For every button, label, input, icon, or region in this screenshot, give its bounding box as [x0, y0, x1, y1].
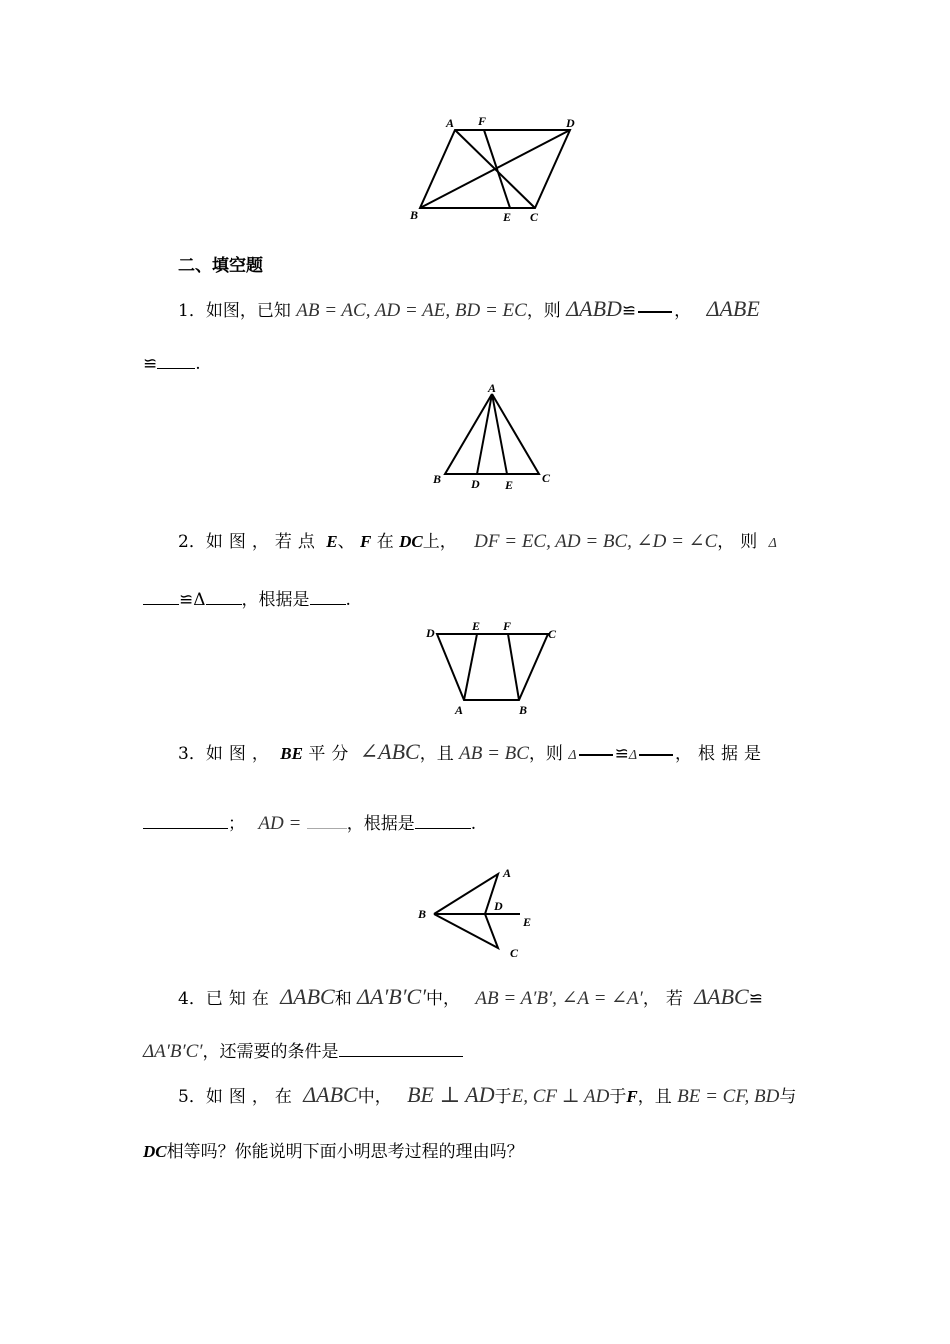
- q2-prefix: 如图，若点: [205, 532, 321, 552]
- q1-triangle-abd: ΔABD: [566, 296, 622, 321]
- q2-point-f: F: [359, 532, 372, 551]
- question-5-line-1: [178, 1083, 796, 1109]
- triangle-outline: [445, 394, 539, 474]
- label-c: C: [510, 946, 519, 960]
- q2-on: 在: [376, 532, 394, 552]
- q3-blank-4[interactable]: [307, 812, 347, 829]
- question-4-line-1: [178, 985, 763, 1011]
- q3-angle: ∠ABC: [359, 739, 420, 764]
- label-d: D: [494, 899, 503, 913]
- question-3-line-2: [143, 812, 476, 836]
- label-e: E: [503, 210, 512, 224]
- label-a: A: [503, 866, 512, 880]
- q1-number: 1．: [178, 301, 206, 321]
- label-d: D: [426, 626, 435, 640]
- label-c: C: [548, 627, 557, 641]
- q3-bisect: 平分: [308, 744, 355, 764]
- question-2-line-2: [143, 588, 351, 612]
- q3-basis: ，根据是: [675, 744, 768, 764]
- q2-blank-3[interactable]: [310, 588, 346, 605]
- segment-fe: [484, 130, 510, 208]
- q1-prefix: 如图，已知: [205, 301, 291, 321]
- q3-period: .: [470, 814, 477, 834]
- question-2-line-1: [178, 530, 777, 556]
- q2-number: 2．: [178, 532, 206, 552]
- q4-blank[interactable]: [339, 1040, 463, 1057]
- q2-basis: ，根据是: [241, 590, 310, 610]
- q2-blank-2[interactable]: [206, 588, 242, 605]
- q2-period: .: [345, 590, 351, 610]
- question-1-line-2: [143, 352, 201, 376]
- q5-question: 相等吗？你能说明下面小明思考过程的理由吗？: [166, 1142, 524, 1162]
- q5-condition: BE = CF, BD: [677, 1086, 780, 1107]
- q3-number: 3．: [178, 744, 206, 764]
- label-e: E: [472, 619, 481, 633]
- q3-blank-1[interactable]: [579, 754, 613, 756]
- q2-sep: 、: [337, 532, 355, 552]
- question-5-line-2: [143, 1140, 524, 1164]
- segment-bf: [508, 634, 519, 700]
- figure-kite: [412, 862, 542, 962]
- figure-trapezoid: [420, 618, 565, 718]
- label-d: D: [566, 116, 575, 130]
- label-d: D: [471, 477, 480, 491]
- label-b: B: [410, 208, 419, 222]
- section-title: 二、填空题: [178, 256, 263, 276]
- q1-period: .: [195, 354, 201, 374]
- question-1-line-1: [178, 297, 760, 323]
- q2-point-e: E: [326, 532, 338, 551]
- q3-blank-2[interactable]: [639, 754, 673, 756]
- q5-number: 5．: [178, 1087, 206, 1107]
- q5-in: 中，: [357, 1087, 392, 1107]
- q4-if: ，若: [642, 989, 689, 1009]
- q4-congruent: ≌: [748, 989, 763, 1009]
- q3-semicolon: ；: [228, 814, 245, 834]
- q3-be: BE: [280, 744, 303, 763]
- label-e: E: [523, 915, 532, 929]
- q1-comma: ，: [674, 301, 692, 321]
- label-b: B: [433, 472, 442, 486]
- q4-and: 和: [334, 989, 352, 1009]
- q5-with: 与: [779, 1087, 797, 1107]
- q4-triangle-abc-2: ΔABC: [694, 984, 749, 1009]
- q4-triangle-abc: ΔABC: [280, 984, 335, 1009]
- figure-triangle-ade: [425, 382, 560, 492]
- q3-basis-2: ，根据是: [346, 814, 415, 834]
- q4-in: 中，: [426, 989, 461, 1009]
- question-4-line-2: [143, 1040, 463, 1064]
- q2-up: 上，: [422, 532, 457, 552]
- q5-perp-1: BE ⊥ AD: [407, 1082, 495, 1107]
- q3-and: ，且: [419, 744, 454, 764]
- q5-at-2: 于: [609, 1087, 627, 1107]
- q2-blank-1[interactable]: [143, 588, 179, 605]
- q3-blank-5[interactable]: [415, 812, 471, 829]
- q4-rest: ，还需要的条件是: [202, 1042, 339, 1062]
- q2-condition: DF = EC, AD = BC, ∠D = ∠C: [474, 531, 718, 552]
- q3-blank-3[interactable]: [143, 812, 228, 829]
- q4-prefix: 已知在: [205, 989, 275, 1009]
- segment-ae: [464, 634, 477, 700]
- kite-outline: [434, 874, 498, 948]
- q3-congruent: ≌: [614, 744, 629, 764]
- q2-congruent: ≌Δ: [179, 590, 206, 610]
- q4-triangle-abc-prime-2: ΔA′B′C′: [143, 1041, 203, 1062]
- q4-condition: AB = A′B′, ∠A = ∠A′: [475, 988, 643, 1009]
- label-b: B: [519, 703, 528, 717]
- label-f: F: [503, 619, 512, 633]
- q1-triangle-abe: ΔABE: [706, 296, 760, 321]
- q5-dc: DC: [143, 1142, 167, 1161]
- q5-and: ，且: [637, 1087, 672, 1107]
- label-b: B: [418, 907, 427, 921]
- q4-number: 4．: [178, 989, 206, 1009]
- label-f: F: [478, 114, 487, 128]
- q5-at-1: 于: [494, 1087, 512, 1107]
- q1-condition: AB = AC, AD = AE, BD = EC: [296, 300, 527, 321]
- diagonal-bd: [420, 130, 570, 208]
- q1-blank-2[interactable]: [157, 352, 195, 369]
- trapezoid-outline: [437, 634, 548, 700]
- q5-perp-2: E, CF ⊥ AD: [511, 1086, 610, 1107]
- label-c: C: [530, 210, 539, 224]
- q3-prefix: 如图，: [205, 744, 275, 764]
- q1-blank-1[interactable]: [638, 311, 672, 313]
- q4-triangle-abc-prime: ΔA′B′C′: [357, 984, 427, 1009]
- label-a: A: [446, 116, 455, 130]
- q1-then: ，则: [526, 301, 561, 321]
- q3-ad: AD =: [258, 813, 302, 834]
- label-c: C: [542, 471, 551, 485]
- label-a: A: [488, 382, 497, 395]
- q2-then: ，则: [717, 532, 764, 552]
- q1-congruent-symbol: ≌: [621, 301, 637, 321]
- q3-delta-2: Δ: [628, 748, 638, 763]
- figure-parallelogram: [400, 110, 590, 230]
- label-e: E: [505, 478, 514, 492]
- q1-congruent-symbol-2: ≌: [143, 354, 158, 374]
- q3-delta-1: Δ: [568, 748, 577, 763]
- q5-point-f: F: [626, 1087, 638, 1106]
- q3-then: ，则: [528, 744, 563, 764]
- q2-dc: DC: [399, 532, 423, 551]
- q5-triangle: ΔABC: [303, 1082, 358, 1107]
- q5-prefix: 如图，在: [205, 1087, 298, 1107]
- question-3-line-1: [178, 740, 767, 768]
- q3-condition: AB = BC: [459, 743, 529, 764]
- label-a: A: [455, 703, 464, 717]
- q2-delta: Δ: [768, 536, 777, 551]
